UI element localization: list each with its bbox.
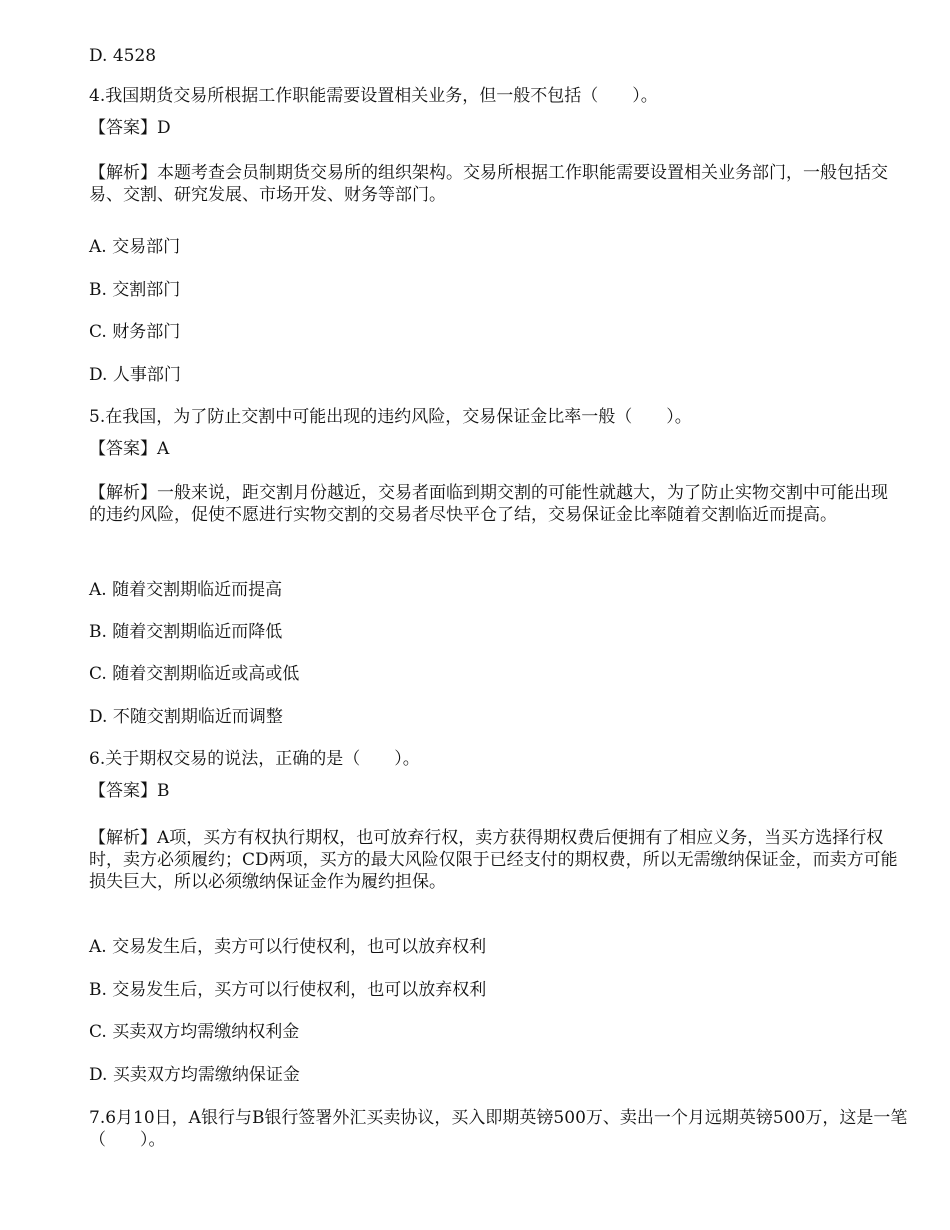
q5-answer: 【答案】A (89, 439, 170, 459)
q5-question: 5.在我国，为了防止交割中可能出现的违约风险，交易保证金比率一般（ ）。 (89, 407, 692, 427)
q6-option-a: A. 交易发生后，卖方可以行使权利，也可以放弃权利 (89, 937, 487, 957)
q5-option-d: D. 不随交割期临近而调整 (89, 707, 283, 727)
q5-option-c: C. 随着交割期临近或高或低 (89, 664, 300, 684)
q4-option-a: A. 交易部门 (89, 237, 181, 257)
q5-option-a: A. 随着交割期临近而提高 (89, 580, 283, 600)
q5-analysis: 【解析】一般来说，距交割月份越近，交易者面临到期交割的可能性就越大，为了防止实物交割中可能出现的违约风险，促使不愿进行实物交割的交易者尽快平仓了结，交易保证金比率随着交割临近而提高。 (89, 483, 888, 525)
q4-option-c: C. 财务部门 (89, 322, 181, 342)
q7-question: 7.6月10日，A银行与B银行签署外汇买卖协议，买入即期英镑500万、卖出一个月远期英镑500万，这是一笔（ ）。 (89, 1108, 908, 1150)
q6-option-d: D. 买卖双方均需缴纳保证金 (89, 1065, 300, 1085)
q6-option-b: B. 交易发生后，买方可以行使权利，也可以放弃权利 (89, 980, 487, 1000)
q4-answer: 【答案】D (89, 118, 171, 138)
q6-analysis: 【解析】A项，买方有权执行期权，也可放弃行权，卖方获得期权费后便拥有了相应义务，当买方选择行权时，卖方必须履约；CD两项，买方的最大风险仅限于已经支付的期权费，所以无需缴纳保证金，而卖方可能损失巨大，所以必须缴纳保证金作为履约担保。 (89, 828, 898, 892)
q4-question: 4.我国期货交易所根据工作职能需要设置相关业务，但一般不包括（ ）。 (89, 86, 658, 106)
q6-question: 6.关于期权交易的说法，正确的是（ ）。 (89, 749, 420, 769)
q4-analysis: 【解析】本题考查会员制期货交易所的组织架构。交易所根据工作职能需要设置相关业务部门，一般包括交易、交割、研究发展、市场开发、财务等部门。 (89, 163, 888, 205)
q5-option-b: B. 随着交割期临近而降低 (89, 622, 283, 642)
q3-option-d: D. 4528 (89, 46, 157, 66)
q6-answer: 【答案】B (89, 781, 170, 801)
q6-option-c: C. 买卖双方均需缴纳权利金 (89, 1022, 300, 1042)
q4-option-d: D. 人事部门 (89, 365, 181, 385)
q4-option-b: B. 交割部门 (89, 280, 181, 300)
